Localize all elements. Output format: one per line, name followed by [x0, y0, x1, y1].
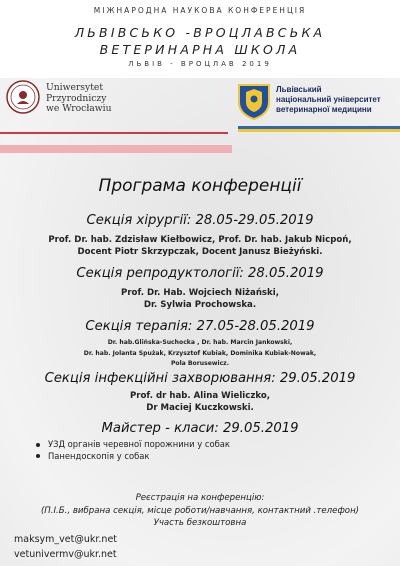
section-heading: Майстер - класи: 29.05.2019: [101, 421, 299, 436]
title-line-2: ВЕТЕРИНАРНА ШКОЛА: [99, 42, 301, 57]
speaker-line: Dr. hab.Glińska-Suchocka , Dr. hab. Marcin Jankowski,: [107, 339, 293, 346]
section-therapy: [0, 319, 400, 370]
contacts: [14, 532, 117, 562]
upwr-line-1: Uniwersytet: [46, 82, 104, 93]
university-shield-icon: [236, 82, 272, 120]
conference-type: МІЖНАРОДНА НАУКОВА КОНФЕРЕНЦІЯ: [93, 6, 307, 15]
list-item: [36, 451, 230, 463]
conference-title: [0, 24, 400, 58]
speakers: [0, 390, 400, 414]
registration-title: Реєстрація на конференцію:: [135, 493, 265, 503]
upwr-line-2: Przyrodniczy: [46, 92, 107, 104]
masterclass-label: УЗД органів черевної порожнини у собак: [48, 439, 230, 449]
section-masterclasses: [0, 421, 400, 437]
participation-note: Участь безкоштовна: [153, 518, 247, 528]
section-heading: Секція репродуктології: 28.05.2019: [76, 266, 324, 281]
speaker-line: Pola Borusewicz.: [170, 360, 230, 367]
list-item: [36, 439, 230, 451]
red-stripe: [0, 132, 228, 134]
section-heading: Секція хірургії: 28.05-29.05.2019: [86, 213, 314, 228]
lnu-name: [276, 85, 381, 115]
lnu-logo: [236, 82, 396, 122]
section-surgery: [0, 213, 400, 258]
speaker-line: Prof. Dr. Hab. Wojciech Niżański,: [121, 288, 279, 298]
cities-year: ЛЬВІВ - ВРОЦЛАВ 2019: [128, 60, 272, 68]
email-link[interactable]: maksym_vet@ukr.net: [14, 534, 118, 545]
upwr-logo: [6, 80, 156, 118]
pink-stripe: [0, 145, 232, 153]
email-link[interactable]: vetunivermv@ukr.net: [14, 549, 117, 560]
section-heading: Секція терапія: 27.05-28.05.2019: [85, 319, 315, 334]
speaker-line: Prof. dr hab. Alina Wieliczko,: [129, 391, 271, 401]
speaker-line: Dr. Sylwia Prochowska.: [143, 300, 257, 310]
section-heading: Секція інфекційні захворювання: 29.05.2019: [44, 371, 356, 386]
speaker-line: Docent Piotr Skrzypczak, Docent Janusz Bieżyński.: [77, 247, 323, 257]
speakers: [0, 287, 400, 311]
speakers: [0, 234, 400, 258]
program-title: Програма конференції: [98, 176, 302, 196]
lnu-line-1: Львівський: [276, 85, 322, 94]
yellow-stripe: [238, 129, 400, 132]
registration-fields: (П.І.Б., вибрана секція, місце роботи/навчання, контактний .телефон): [40, 505, 360, 516]
masterclass-label: Панендоскопія у собак: [48, 450, 150, 461]
title-line-1: ЛЬВІВСЬКО -ВРОЦЛАВСЬКА: [74, 25, 326, 40]
lnu-line-2: національний університет: [276, 95, 381, 104]
speaker-line: Dr. hab. Jolanta Spużak, Krzysztof Kubiak, Dominika Kubiak-Nowak,: [83, 349, 317, 357]
speaker-line: Dr Maciej Kuczkowski.: [146, 403, 254, 413]
lnu-line-3: ветеринарної медицини: [276, 105, 372, 114]
upwr-line-3: we Wrocławiu: [46, 103, 112, 114]
speakers: [0, 338, 400, 370]
bullet-icon: [36, 454, 40, 458]
section-infectious: [0, 371, 400, 414]
bullet-icon: [36, 443, 40, 447]
masterclass-list: [36, 439, 230, 462]
upwr-name: [46, 83, 112, 115]
section-reproduction: [0, 266, 400, 311]
university-seal-icon: [6, 80, 40, 114]
speaker-line: Prof. Dr. hab. Zdzisław Kiełbowicz, Prof. Dr. hab. Jakub Nicpoń,: [48, 235, 352, 245]
registration-info: [0, 492, 400, 530]
